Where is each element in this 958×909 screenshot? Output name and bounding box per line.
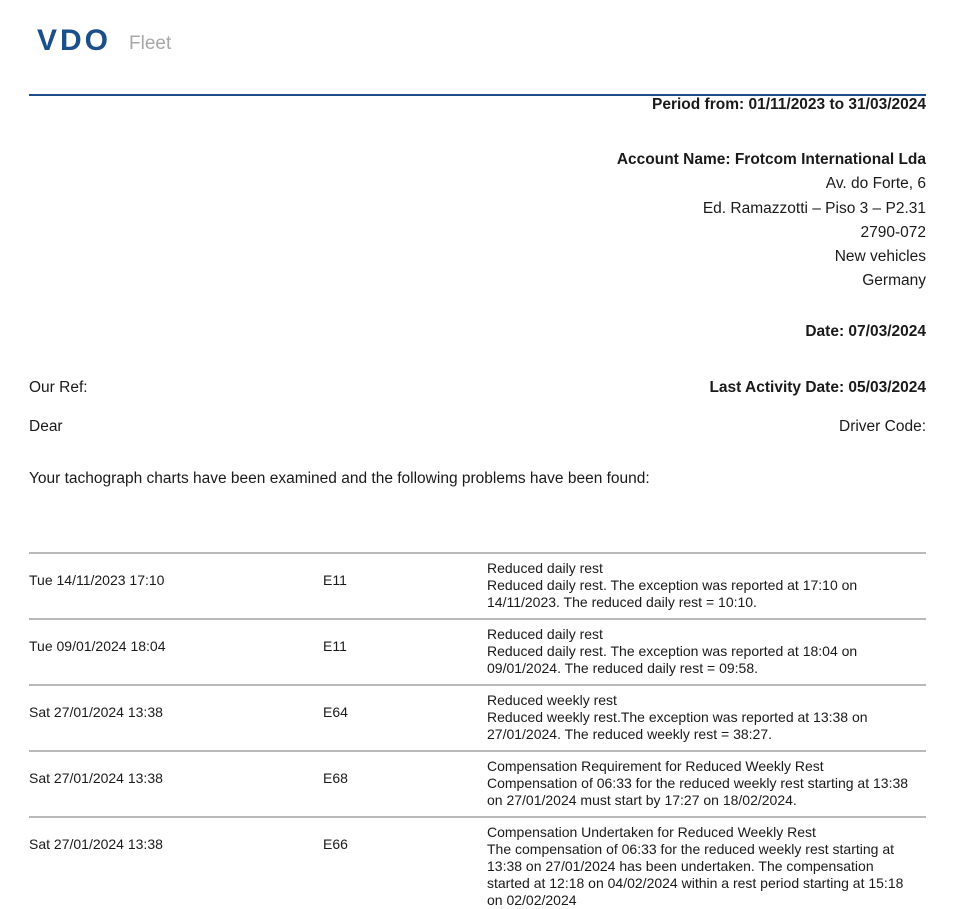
- row-description: [487, 626, 927, 677]
- row-description: [487, 758, 927, 809]
- description-line: The compensation of 06:33 for the reduced weekly rest starting at: [487, 841, 895, 857]
- table-row: [29, 552, 926, 618]
- address-line: Germany: [862, 272, 926, 290]
- last-activity-date: Last Activity Date: 05/03/2024: [709, 379, 926, 396]
- row-description: [487, 692, 927, 743]
- description-line: Reduced daily rest. The exception was reported at 17:10 on: [487, 577, 858, 593]
- document-date: Date: 07/03/2024: [805, 323, 926, 340]
- driver-code-label: Driver Code:: [839, 418, 926, 435]
- description-line: 13:38 on 27/01/2024 has been undertaken. The compensation: [487, 858, 874, 874]
- description-title: Compensation Requirement for Reduced Weekly Rest: [487, 758, 824, 774]
- description-line: 14/11/2023. The reduced daily rest = 10:10.: [487, 594, 757, 610]
- row-date: Sat 27/01/2024 13:38: [29, 770, 163, 786]
- row-code: E11: [323, 638, 347, 654]
- row-date: Tue 09/01/2024 18:04: [29, 638, 166, 654]
- description-line: started at 12:18 on 04/02/2024 within a rest period starting at 15:18: [487, 875, 904, 891]
- row-code: E11: [323, 572, 347, 588]
- address-line: Av. do Forte, 6: [825, 175, 926, 193]
- logo-fleet-text: Fleet: [129, 32, 172, 54]
- description-line: on 27/01/2024 must start by 17:27 on 18/02/2024.: [487, 792, 797, 808]
- row-code: E68: [323, 770, 348, 786]
- row-code: E64: [323, 704, 348, 720]
- description-line: Reduced daily rest. The exception was reported at 18:04 on: [487, 643, 858, 659]
- description-title: Reduced weekly rest: [487, 692, 617, 708]
- row-code: E66: [323, 836, 348, 852]
- description-title: Reduced daily rest: [487, 626, 603, 642]
- table-row: [29, 750, 926, 816]
- table-row: [29, 618, 926, 684]
- address-line: Ed. Ramazzotti – Piso 3 – P2.31: [702, 199, 926, 217]
- description-title: Reduced daily rest: [487, 560, 603, 576]
- intro-text: Your tachograph charts have been examined and the following problems have been found:: [29, 470, 650, 487]
- salutation: Dear: [29, 418, 63, 435]
- description-line: 09/01/2024. The reduced daily rest = 09:58.: [487, 660, 758, 676]
- description-line: 27/01/2024. The reduced weekly rest = 38:27.: [487, 726, 772, 742]
- description-line: on 02/02/2024: [487, 892, 577, 908]
- row-date: Tue 14/11/2023 17:10: [29, 572, 165, 588]
- infringements-table: [29, 552, 926, 908]
- row-description: [487, 824, 927, 909]
- address-line: 2790-072: [860, 223, 926, 241]
- period-range: Period from: 01/11/2023 to 31/03/2024: [652, 96, 926, 113]
- table-row: [29, 684, 926, 750]
- description-title: Compensation Undertaken for Reduced Weekly Rest: [487, 824, 816, 840]
- account-block: [617, 148, 926, 294]
- row-date: Sat 27/01/2024 13:38: [29, 704, 163, 720]
- row-description: [487, 560, 927, 611]
- our-ref-label: Our Ref:: [29, 379, 88, 396]
- address-line: New vehicles: [834, 248, 926, 266]
- description-line: Reduced weekly rest.The exception was reported at 13:38 on: [487, 709, 868, 725]
- description-line: Compensation of 06:33 for the reduced weekly rest starting at 13:38: [487, 775, 909, 791]
- vdo-fleet-logo: [37, 26, 171, 56]
- account-name: Account Name: Frotcom International Lda: [616, 151, 926, 168]
- row-date: Sat 27/01/2024 13:38: [29, 836, 163, 852]
- table-row: [29, 816, 926, 908]
- logo-vdo-text: VDO: [37, 24, 112, 57]
